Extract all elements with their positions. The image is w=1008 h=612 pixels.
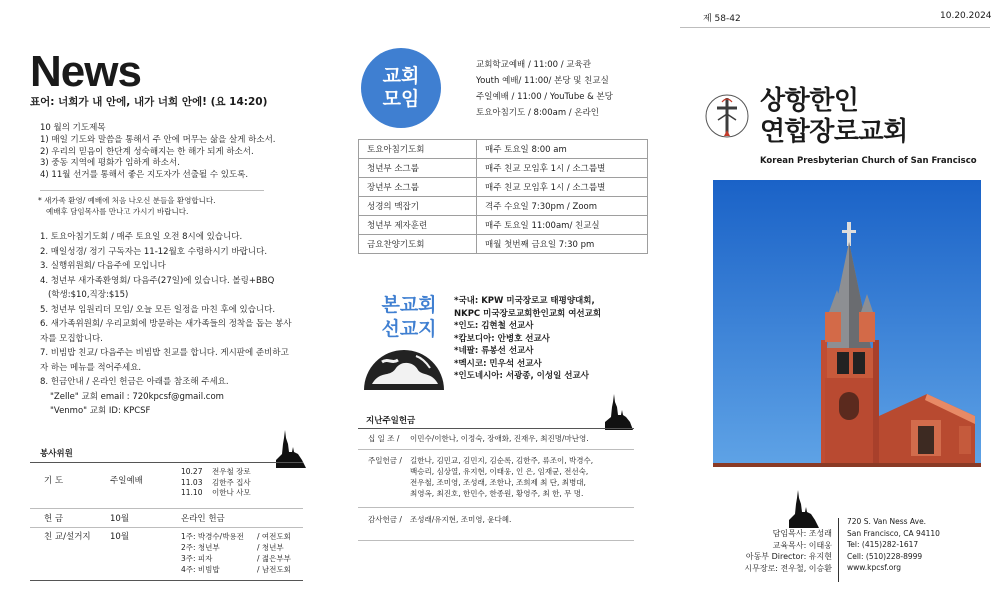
missionary-item: *네팔: 류봉선 선교사 [454, 346, 534, 356]
offering-duty-label: 헌 금 [44, 514, 64, 524]
contribution-line: 길한나, 김민교, 김민지, 김순록, 김한주, 류조이, 박경수, [410, 456, 594, 465]
fellowship-duty-label: 친 교/설거지 [44, 532, 91, 542]
volunteer-name: 전우철 장로 [212, 467, 251, 476]
contributions-title: 지난주일헌금 [366, 416, 416, 426]
offering-duty-value: 온라인 헌금 [181, 514, 225, 524]
globe-icon [362, 348, 446, 390]
announcement-item: 자를 모집합니다. [40, 333, 103, 344]
divider [30, 508, 303, 509]
volunteer-name: 이한나 사모 [212, 488, 251, 497]
prayer-topics [40, 121, 300, 181]
church-name-english: Korean Presbyterian Church of San Francisco [760, 156, 977, 166]
worship-item: 토요아침기도 / 8:00am / 온라인 [476, 108, 600, 118]
website-link[interactable]: www.kpcsf.org [847, 563, 902, 572]
worship-item: 주일예배 / 11:00 / YouTube & 본당 [476, 92, 613, 102]
date: 11.03 [181, 477, 203, 487]
prayer-duty-names [212, 467, 251, 499]
contribution-label: 십 일 조 / [368, 434, 400, 443]
fellowship-week: 4주: 비빔밥 [181, 565, 220, 574]
badge-line: 본교회 [381, 294, 437, 316]
welcome-note [38, 195, 216, 217]
church-silhouette-icon [605, 394, 633, 430]
announcement-item: 8. 헌금안내 / 온라인 헌금은 아래를 참조해 주세요. [40, 377, 229, 387]
announcement-item: (학생:$10,직장:$15) [48, 290, 129, 300]
divider [358, 428, 634, 429]
divider [838, 518, 839, 582]
meeting-name: 성경의 맥잡기 [359, 197, 477, 216]
issue-date: 10.20.2024 [940, 11, 992, 21]
church-name-line: 연합장로교회 [760, 117, 908, 147]
fellowship-group: / 젊은부부 [257, 554, 291, 563]
prayer-duty-dates [181, 467, 202, 499]
church-motto: 표어: 너희가 내 안에, 내가 너희 안에! (요 14:20) [30, 96, 268, 108]
fellowship-group: / 여전도회 [257, 532, 291, 541]
meeting-name: 청년부 제자훈련 [359, 216, 477, 235]
announcement-item: 2. 매일성경/ 정기 구독자는 11-12월호 수령하시기 바랍니다. [40, 246, 268, 257]
table-row [359, 178, 648, 197]
prayer-duty-service: 주일예배 [110, 476, 143, 486]
news-title: News [30, 47, 141, 96]
fellowship-group: / 청년부 [257, 543, 284, 552]
missionary-item: *멕시코: 민우석 선교사 [454, 358, 542, 369]
table-row [359, 140, 648, 159]
missionary-item: *인도네시아: 서광종, 이성일 선교사 [454, 371, 589, 381]
table-row [359, 159, 648, 178]
announcement-item: 자 하는 메뉴를 적어주세요. [40, 362, 142, 373]
contribution-names: 이민수/이한나, 이정숙, 장애화, 진재우, 최진명/마난영. [410, 434, 589, 443]
meeting-name: 금요찬양기도회 [359, 235, 477, 254]
meeting-time: 매월 첫번째 금요일 7:30 pm [477, 235, 648, 254]
meetings-badge [361, 48, 441, 128]
fellowship-schedule [181, 531, 291, 575]
divider [358, 507, 634, 508]
header-rule [680, 27, 990, 28]
contribution-line: 전우철, 조미영, 조성래, 조한나, 조희제 최 단, 최병대, [410, 478, 586, 487]
address-line: 720 S. Van Ness Ave. [847, 517, 927, 526]
volunteers-title: 봉사위원 [40, 449, 73, 459]
meetings-table [358, 139, 648, 254]
announcement-item: 3. 실행위원회/ 다음주에 모입니다 [40, 261, 166, 271]
volunteer-name: 김한주 집사 [212, 477, 251, 487]
contribution-label: 감사헌금 / [368, 515, 402, 524]
welcome-line: * 새가족 환영/ 예배에 처음 나오신 분들을 환영합니다. [38, 196, 216, 205]
prayer-item: 1) 매일 기도와 말씀을 통해서 주 안에 머무는 삶을 살게 하소서. [40, 135, 276, 145]
meeting-time: 매주 친교 모임후 1시 / 소그룹별 [477, 159, 648, 178]
date: 11.10 [181, 488, 203, 497]
announcement-item: 7. 비빔밥 친교/ 다음주는 비빔밥 친교를 합니다. 게시판에 준비하고 [40, 348, 289, 358]
meeting-time: 매주 토요일 8:00 am [477, 140, 648, 159]
table-row [359, 197, 648, 216]
venmo-info: "Venmo" 교회 ID: KPCSF [50, 406, 151, 416]
prayer-item: 4) 11월 선거를 통해서 좋은 지도자가 선출될 수 있도록. [40, 169, 249, 180]
announcements [40, 230, 320, 419]
contribution-names [410, 455, 593, 499]
contribution-label: 주일헌금 / [368, 456, 402, 465]
badge-line: 교회 [382, 65, 420, 87]
church-building-photo [713, 180, 981, 467]
fellowship-week: 1주: 박경수/박용전 [181, 532, 244, 541]
announcement-item: 1. 토요아침기도회 / 매주 토요일 오전 8시에 있습니다. [40, 232, 243, 242]
announcement-item: 5. 청년부 임원리더 모임/ 오늘 모든 일정을 마친 후에 있습니다. [40, 304, 276, 315]
missionaries-list [454, 295, 601, 383]
church-silhouette-icon [789, 490, 819, 528]
divider [30, 527, 303, 528]
fellowship-week: 2주: 청년부 [181, 543, 220, 552]
divider [40, 190, 264, 191]
meeting-time: 매주 토요일 11:00am/ 친교실 [477, 216, 648, 235]
date: 10.27 [181, 467, 203, 476]
divider [30, 580, 303, 581]
phone-line: Cell: (510)228-8999 [847, 551, 923, 561]
staff-item: 교육목사: 이태웅 [772, 540, 832, 550]
issue-number: 제 58-42 [703, 14, 741, 24]
table-row [359, 235, 648, 254]
address-line: San Francisco, CA 94110 [847, 528, 940, 538]
welcome-line: 예배후 담임목사를 만나고 가시기 바랍니다. [46, 207, 189, 216]
divider [358, 449, 634, 450]
meeting-time: 매주 친교 모임후 1시 / 소그룹별 [477, 178, 648, 197]
prayer-duty-label: 기 도 [44, 476, 64, 486]
church-name [760, 86, 908, 148]
prayer-item: 2) 우리의 믿음이 한단계 성숙해지는 한 해가 되게 하소서. [40, 146, 254, 157]
missionary-item: *국내: KPW 미국장로교 태평양대회, [454, 296, 595, 306]
fellowship-week: 3주: 피자 [181, 554, 213, 563]
church-name-line: 상항한인 [760, 86, 859, 116]
announcement-item: 4. 청년부 새가족환영회/ 다음주(27일)에 있습니다. 볼링+BBQ [40, 275, 275, 286]
fellowship-group: / 남전도회 [257, 565, 291, 574]
missionary-item: *캄보디아: 안병호 선교사 [454, 333, 550, 344]
worship-item: 교회학교예배 / 11:00 / 교육관 [476, 60, 591, 70]
announcement-item: 6. 새가족위원회/ 우리교회에 방문하는 새가족들의 정착을 돕는 봉사 [40, 319, 292, 329]
missionary-item: *인도: 김현철 선교사 [454, 321, 534, 331]
phone-line: Tel: (415)282-1617 [847, 540, 919, 549]
zelle-info: "Zelle" 교회 email : 720kpcsf@gmail.com [50, 391, 224, 402]
worship-schedule [476, 57, 613, 121]
pcusa-seal-icon [703, 92, 751, 144]
contribution-names: 조성래/유지현, 조미영, 윤다혜. [410, 515, 512, 524]
table-row [359, 216, 648, 235]
prayer-topics-title: 10 월의 기도제목 [40, 123, 106, 133]
staff-item: 담임목사: 조성래 [772, 529, 832, 538]
offering-duty-month: 10월 [110, 514, 130, 524]
badge-line: 선교지 [381, 318, 437, 340]
divider [30, 462, 303, 463]
staff-item: 시무장로: 전우철, 이승환 [744, 563, 832, 573]
church-staff [720, 528, 832, 574]
church-address [847, 516, 940, 574]
missionaries-badge [373, 293, 445, 341]
contribution-line: 최영옥, 최진호, 한민수, 한종원, 황영주, 최 한, 무 명. [410, 489, 584, 498]
meeting-name: 토요아침기도회 [359, 140, 477, 159]
meeting-name: 장년부 소그룹 [359, 178, 477, 197]
badge-line: 모임 [382, 88, 420, 110]
meeting-time: 격주 수요일 7:30pm / Zoom [477, 197, 648, 216]
missionary-item: NKPC 미국장로교회한인교회 여선교회 [454, 308, 602, 319]
staff-item: 아동부 Director: 유지현 [745, 552, 832, 561]
prayer-item: 3) 중동 지역에 평화가 임하게 하소서. [40, 158, 180, 168]
divider [358, 540, 634, 541]
worship-item: Youth 예배/ 11:00/ 본당 및 친교실 [476, 76, 609, 86]
fellowship-duty-month: 10월 [110, 532, 130, 542]
contribution-line: 백승리, 심상열, 유지현, 이태웅, 인 은, 임재균, 전선숙, [410, 467, 589, 476]
meeting-name: 청년부 소그룹 [359, 159, 477, 178]
